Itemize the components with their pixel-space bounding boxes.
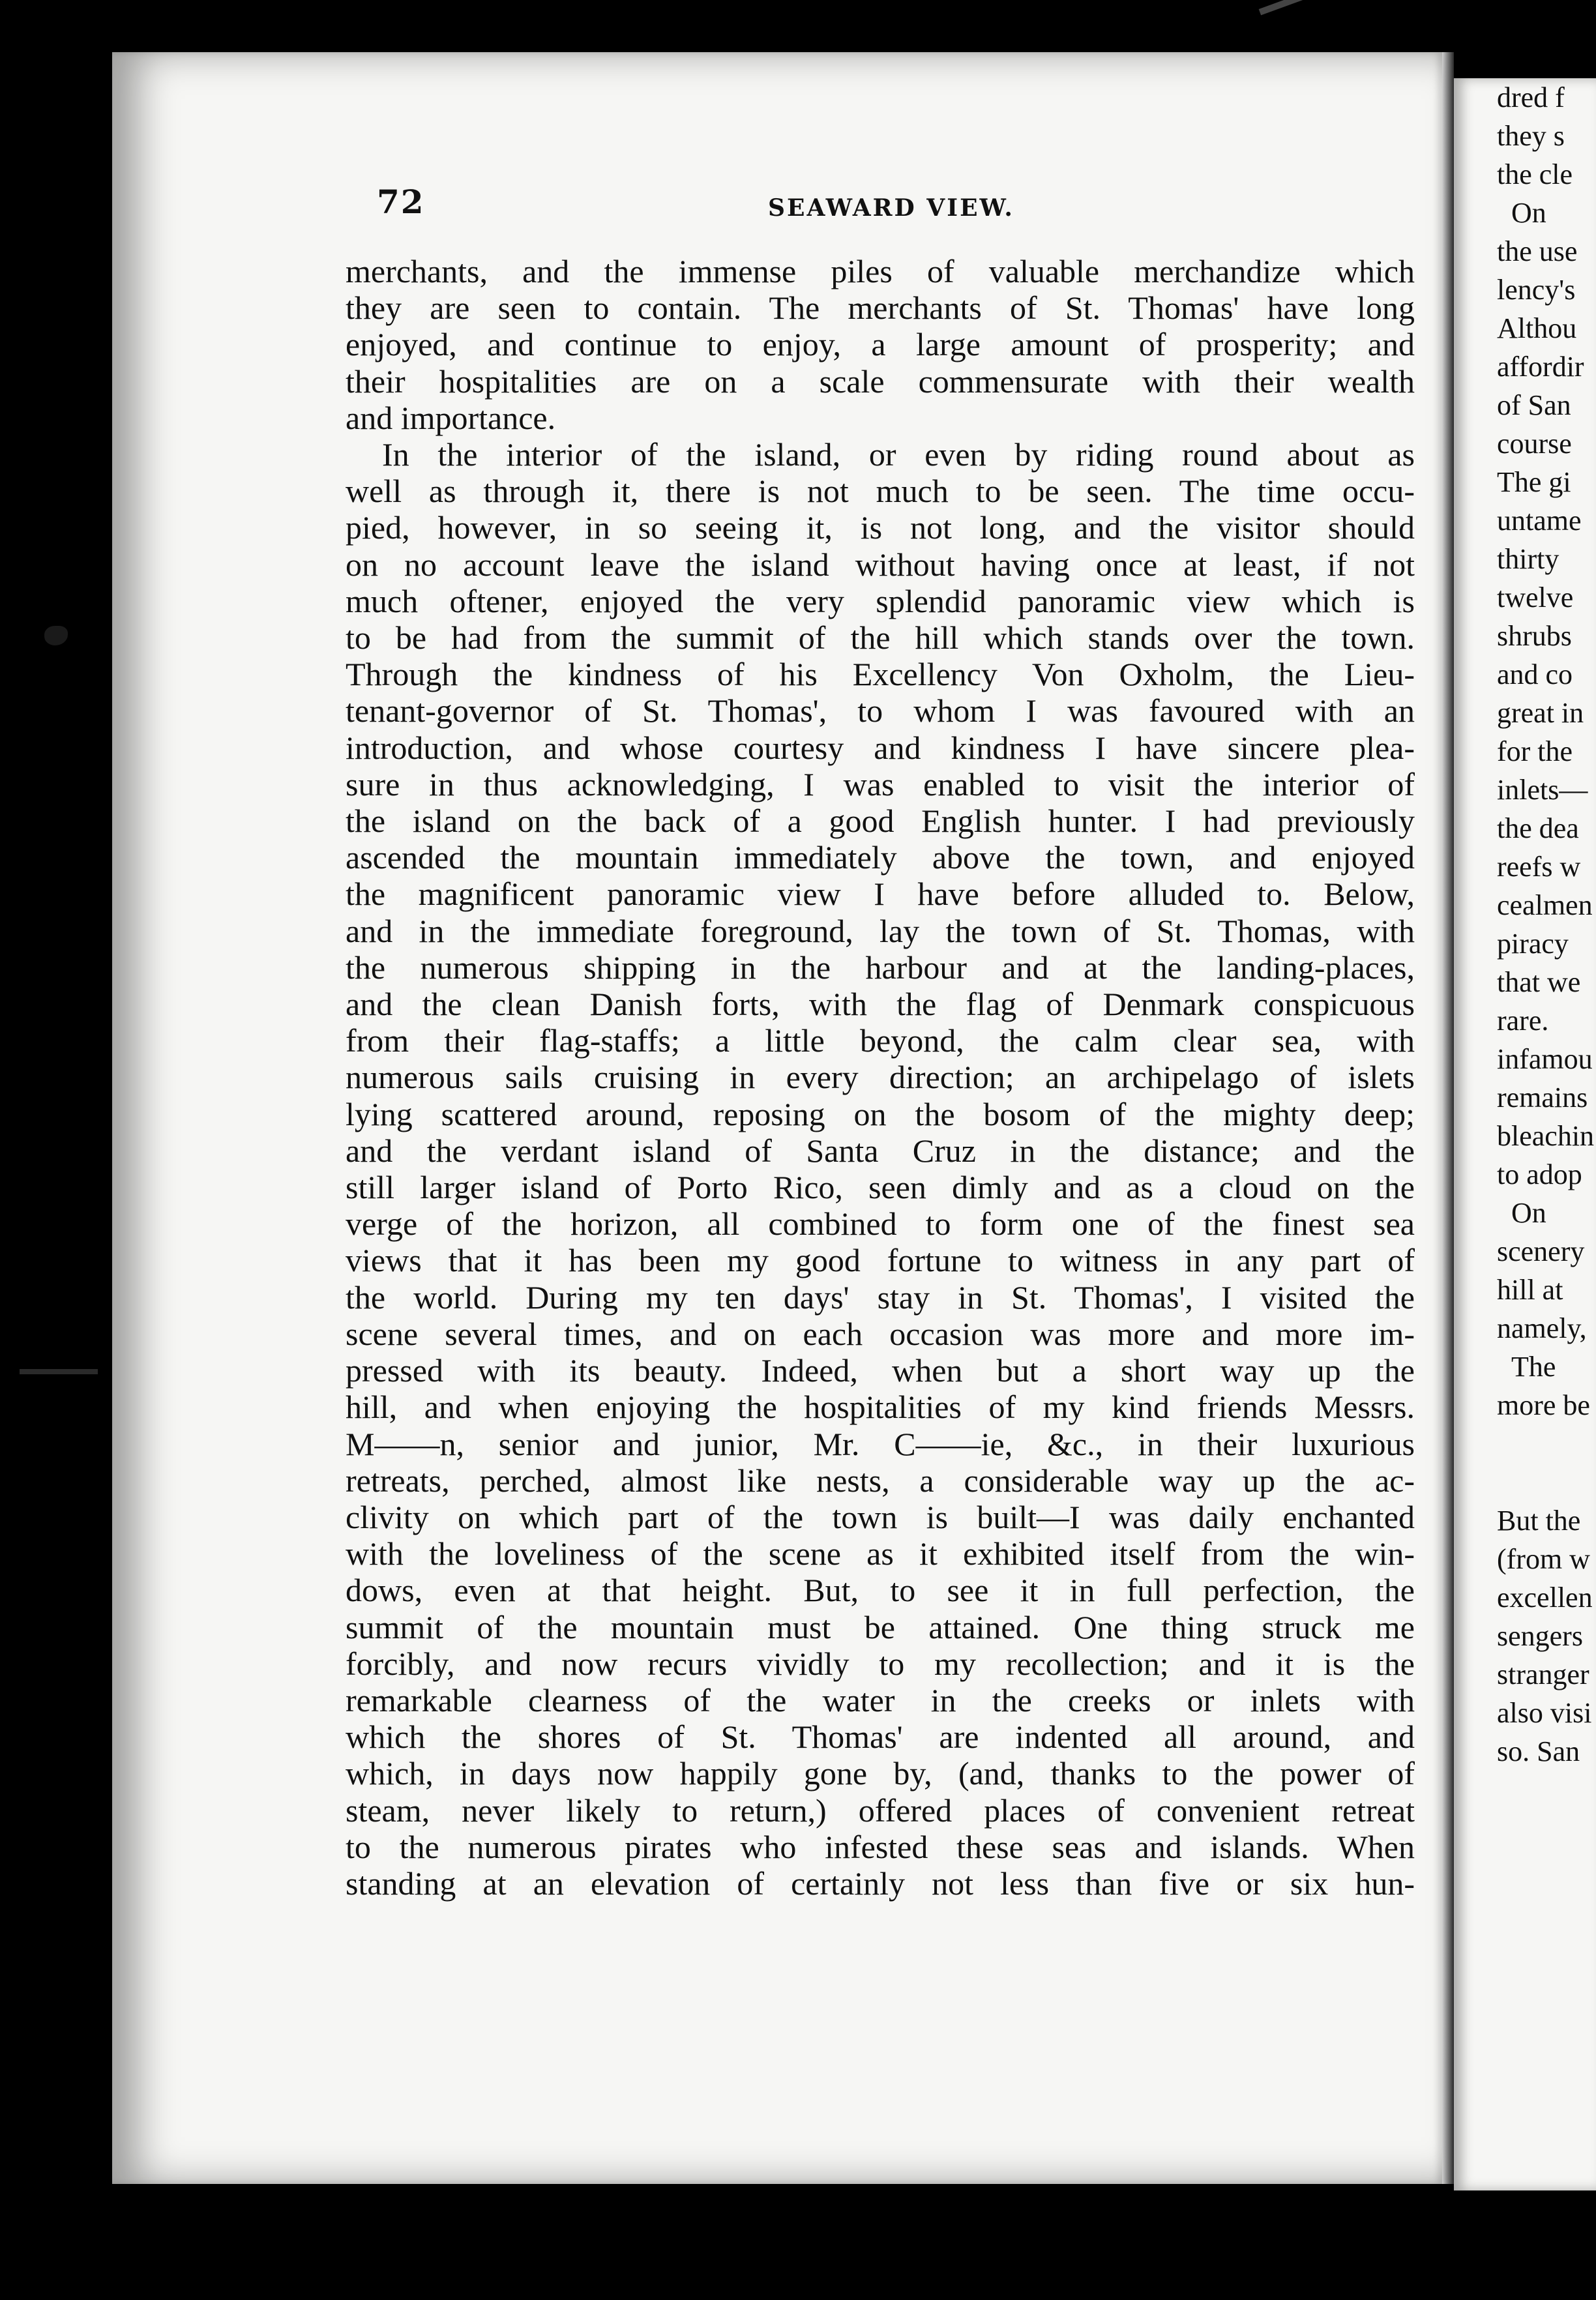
right-line: hill at (1497, 1274, 1563, 1306)
right-line: excellen (1497, 1582, 1593, 1614)
text-line: summit of the mountain must be attained. One thing struck me (346, 1608, 1415, 1645)
right-line: stranger (1497, 1659, 1589, 1690)
right-line: thirty (1497, 543, 1559, 575)
text-line: well as through it, there is not much to be seen. The time occu- (346, 473, 1415, 510)
paragraph (346, 436, 1415, 1902)
right-line: for the (1497, 735, 1573, 767)
page-header (377, 183, 1407, 235)
right-line: (from w (1497, 1543, 1590, 1575)
text-line: to be had from the summit of the hill which stands over the town. (346, 619, 1415, 656)
text-line: hill, and when enjoying the hospitalities of my kind friends Messrs. (346, 1389, 1415, 1426)
right-line: great in (1497, 697, 1584, 729)
text-line: sure in thus acknowledging, I was enabled to visit the interior of (346, 765, 1415, 803)
main-text-column (346, 253, 1415, 1902)
right-line: On (1511, 1197, 1546, 1229)
text-line: verge of the horizon, all combined to form one of the finest sea (346, 1205, 1415, 1243)
text-line: M——n, senior and junior, Mr. C——ie, &c., in their luxurious (346, 1425, 1415, 1462)
text-line: scene several times, and on each occasion was more and more im- (346, 1315, 1415, 1352)
right-line: the dea (1497, 812, 1579, 844)
text-line: clivity on which part of the town is built—I was daily enchanted (346, 1498, 1415, 1535)
right-line: Althou (1497, 312, 1577, 344)
text-line: on no account leave the island without having once at least, if not (346, 546, 1415, 583)
text-line: numerous sails cruising in every direction; an archipelago of islets (346, 1059, 1415, 1096)
right-line: of San (1497, 389, 1571, 421)
text-line: which the shores of St. Thomas' are indented all around, and (346, 1718, 1415, 1756)
text-line: remarkable clearness of the water in the creeks or inlets with (346, 1681, 1415, 1718)
text-line: still larger island of Porto Rico, seen dimly and as a cloud on the (346, 1169, 1415, 1206)
text-line: merchants, and the immense piles of valuable merchandize which (346, 253, 1415, 289)
right-page (1454, 78, 1596, 2190)
right-blank-line (1497, 1424, 1594, 1463)
right-line: dred f (1497, 81, 1565, 113)
right-line: that we (1497, 966, 1581, 998)
text-line: the numerous shipping in the harbour and at the landing-places, (346, 949, 1415, 986)
right-line: and co (1497, 658, 1573, 690)
right-line: the use (1497, 235, 1578, 267)
right-line: cealmen (1497, 889, 1593, 921)
text-line: the magnificent panoramic view I have before alluded to. Below, (346, 876, 1415, 913)
right-blank-line (1497, 1463, 1594, 1501)
ink-smudge (44, 626, 68, 645)
text-line: dows, even at that height. But, to see it in full perfection, the (346, 1572, 1415, 1609)
right-line: The (1511, 1351, 1556, 1383)
text-line: from their flag-staffs; a little beyond, the calm clear sea, with (346, 1022, 1415, 1059)
text-line: which, in days now happily gone by, (and, thanks to the power of (346, 1755, 1415, 1792)
text-line: In the interior of the island, or even by riding round about as (382, 436, 1415, 473)
paragraph (346, 253, 1415, 436)
right-line: affordir (1497, 351, 1584, 383)
right-line: On (1511, 197, 1546, 229)
text-line: lying scattered around, reposing on the bosom of the mighty deep; (346, 1095, 1415, 1132)
right-line: infamou (1497, 1043, 1593, 1075)
text-line: ascended the mountain immediately above the town, and enjoyed (346, 839, 1415, 876)
right-line: shrubs (1497, 620, 1572, 652)
text-line: steam, never likely to return,) offered places of convenient retreat (346, 1791, 1415, 1829)
right-line: the cle (1497, 158, 1573, 190)
text-line: views that it has been my good fortune to witness in any part of (346, 1242, 1415, 1279)
text-line: much oftener, enjoyed the very splendid panoramic view which is (346, 582, 1415, 619)
right-line: sengers (1497, 1620, 1583, 1652)
right-line: lency's (1497, 274, 1576, 306)
right-line: The gi (1497, 466, 1571, 498)
right-line: namely, (1497, 1312, 1587, 1344)
right-line: to adop (1497, 1158, 1582, 1190)
right-line: reefs w (1497, 851, 1581, 883)
text-line: retreats, perched, almost like nests, a considerable way up the ac- (346, 1462, 1415, 1499)
text-line: with the loveliness of the scene as it exhibited itself from the win- (346, 1535, 1415, 1572)
text-line: enjoyed, and continue to enjoy, a large amount of prosperity; and (346, 326, 1415, 363)
running-head: SEAWARD VIEW. (768, 194, 1014, 222)
text-line: and the verdant island of Santa Cruz in the distance; and the (346, 1132, 1415, 1169)
text-line: the world. During my ten days' stay in St. Thomas', I visited the (346, 1278, 1415, 1316)
text-line: pressed with its beauty. Indeed, when but a short way up the (346, 1352, 1415, 1389)
text-line: Through the kindness of his Excellency Von Oxholm, the Lieu- (346, 656, 1415, 693)
right-line: scenery (1497, 1235, 1585, 1267)
text-line: and importance. (346, 399, 556, 436)
right-line: also visi (1497, 1697, 1592, 1729)
page-number: 72 (377, 183, 425, 221)
right-line: remains (1497, 1082, 1588, 1113)
right-line: bleachin (1497, 1120, 1595, 1152)
text-line: and in the immediate foreground, lay the town of St. Thomas, with (346, 912, 1415, 949)
book-gutter (1442, 52, 1454, 2184)
right-line: But the (1497, 1505, 1581, 1537)
text-line: tenant-governor of St. Thomas', to whom I was favoured with an (346, 692, 1415, 730)
scan-scratch (20, 1369, 98, 1374)
text-line: their hospitalities are on a scale commensurate with their wealth (346, 362, 1415, 400)
right-line: twelve (1497, 582, 1574, 613)
text-line: pied, however, in so seeing it, is not long, and the visitor should (346, 509, 1415, 546)
right-line: course (1497, 428, 1572, 460)
right-line: inlets— (1497, 774, 1588, 806)
right-line: untame (1497, 505, 1582, 537)
text-line: introduction, and whose courtesy and kindness I have sincere plea- (346, 729, 1415, 766)
right-line: so. San (1497, 1735, 1580, 1767)
right-line: more be (1497, 1389, 1590, 1421)
text-line: they are seen to contain. The merchants of St. Thomas' have long (346, 289, 1415, 327)
text-line: standing at an elevation of certainly not less than five or six hun- (346, 1865, 1415, 1902)
text-line: to the numerous pirates who infested these seas and islands. When (346, 1828, 1415, 1865)
right-page-text (1497, 78, 1594, 1771)
right-line: they s (1497, 120, 1565, 152)
text-line: forcibly, and now recurs vividly to my recollection; and it is the (346, 1645, 1415, 1682)
text-line: and the clean Danish forts, with the flag of Denmark conspicuous (346, 986, 1415, 1023)
scan-mark (1259, 0, 1310, 15)
text-line: the island on the back of a good English hunter. I had previously (346, 803, 1415, 840)
right-line: rare. (1497, 1005, 1549, 1037)
right-line: piracy (1497, 928, 1569, 960)
